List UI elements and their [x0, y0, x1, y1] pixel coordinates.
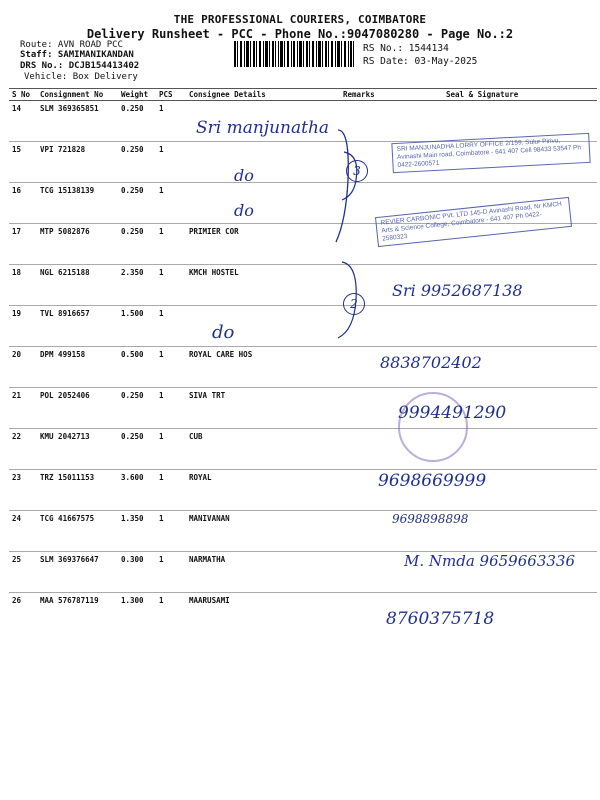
remarks-cell	[340, 388, 396, 429]
handwritten-phone-2: 8838702402	[380, 353, 482, 372]
pcs-cell: 1	[156, 306, 186, 347]
staff-label: Staff: SAMIMANIKANDAN	[20, 50, 134, 60]
consignment-cell: NGL 6215188	[37, 265, 118, 306]
handwritten-ditto-1: do	[234, 166, 254, 185]
seal-cell	[396, 306, 597, 347]
pcs-cell: 1	[156, 347, 186, 388]
handwritten-phone-4: 9698669999	[378, 471, 487, 491]
sno-cell: 25	[9, 552, 37, 593]
weight-cell: 0.250	[118, 101, 156, 142]
consignee-cell	[186, 142, 340, 183]
col-seal: Seal & Signature	[396, 89, 597, 101]
consignment-cell: TRZ 15011153	[37, 470, 118, 511]
consignee-cell	[186, 306, 340, 347]
weight-cell: 2.350	[118, 265, 156, 306]
pcs-cell: 1	[156, 552, 186, 593]
consignment-cell: SLM 369365851	[37, 101, 118, 142]
weight-cell: 0.250	[118, 388, 156, 429]
pcs-cell: 1	[156, 511, 186, 552]
circle-two: 2	[343, 293, 365, 315]
pcs-cell: 1	[156, 265, 186, 306]
consignment-cell: SLM 369376647	[37, 552, 118, 593]
rs-number: RS No.: 1544134	[363, 43, 449, 54]
sno-cell: 18	[9, 265, 37, 306]
col-weight: Weight	[118, 89, 156, 101]
table-row	[9, 347, 597, 388]
handwritten-phone-6: M. Nmda 9659663336	[404, 552, 575, 570]
consignment-cell: TCG 41667575	[37, 511, 118, 552]
sno-cell: 24	[9, 511, 37, 552]
consignee-cell: NARMATHA	[186, 552, 340, 593]
remarks-cell	[340, 511, 396, 552]
consignment-cell: KMU 2042713	[37, 429, 118, 470]
consignee-cell: CUB	[186, 429, 340, 470]
weight-cell: 0.250	[118, 183, 156, 224]
col-pcs: PCS	[156, 89, 186, 101]
remarks-cell	[340, 552, 396, 593]
handwritten-phone-5: 9698898898	[392, 512, 469, 526]
sno-cell: 15	[9, 142, 37, 183]
barcode-icon	[234, 41, 354, 67]
pcs-cell: 1	[156, 101, 186, 142]
handwritten-sri-manjunatha: Sri manjunatha	[196, 118, 330, 138]
weight-cell: 3.600	[118, 470, 156, 511]
weight-cell: 1.300	[121, 596, 144, 605]
handwritten-ditto-2: do	[234, 201, 254, 220]
handwritten-phone-7: 8760375718	[386, 609, 495, 629]
drs-label: DRS No.: DCJB154413402	[20, 61, 140, 71]
pcs-cell: 1	[156, 429, 186, 470]
table-row	[9, 470, 597, 511]
weight-cell: 0.250	[118, 224, 156, 265]
sno-cell: 17	[9, 224, 37, 265]
sno-cell: 26	[12, 596, 22, 605]
route-label: Route: AVN ROAD PCC	[20, 40, 123, 50]
vehicle-label: Vehicle: Box Delivery	[24, 72, 138, 82]
consignee-cell: ROYAL	[186, 470, 340, 511]
consignment-cell: VPI 721828	[37, 142, 118, 183]
weight-cell: 1.350	[118, 511, 156, 552]
weight-cell: 0.250	[118, 142, 156, 183]
stamp-carbonic: REVIER CARBONIC PVt. LTD 145-D Avinashi Road, Nr KMCH Arts & Science College, Coimbatore - 641 407 Ph 0422-2580323	[375, 197, 572, 247]
sno-cell: 14	[9, 101, 37, 142]
consignee-cell: PRIMIER COR	[186, 224, 340, 265]
consignee-cell	[186, 183, 340, 224]
col-consignment: Consignment No	[37, 89, 118, 101]
weight-cell: 1.500	[118, 306, 156, 347]
sno-cell: 21	[9, 388, 37, 429]
runsheet-subtitle: Delivery Runsheet - PCC - Phone No.:9047080280 - Page No.:2	[86, 27, 514, 41]
rs-date: RS Date: 03-May-2025	[363, 56, 478, 67]
table-row	[9, 593, 597, 634]
pcs-cell: 1	[156, 183, 186, 224]
consignment-cell: MAA 576787119	[40, 596, 99, 605]
pcs-cell: 1	[159, 596, 164, 605]
sno-cell: 16	[9, 183, 37, 224]
circle-three: 3	[346, 160, 368, 182]
col-sno: S No	[9, 89, 37, 101]
col-consignee: Consignee Details	[186, 89, 340, 101]
table-row	[9, 429, 597, 470]
rs-info	[363, 42, 477, 68]
sno-cell: 22	[9, 429, 37, 470]
pcs-cell: 1	[156, 142, 186, 183]
handwritten-phone-1: Sri 9952687138	[392, 281, 523, 300]
weight-cell: 0.500	[118, 347, 156, 388]
consignee-cell: KMCH HOSTEL	[186, 265, 340, 306]
consignee-cell: MAARUSAMI	[189, 596, 230, 605]
table-header-row	[9, 89, 597, 101]
weight-cell: 0.300	[118, 552, 156, 593]
remarks-cell	[340, 429, 396, 470]
sno-cell: 19	[9, 306, 37, 347]
stamp-manjunadha: SRI MANJUNADHA LORRY OFFICE 2/159, Sulur Pirivu, Avinashi Main road, Coimbatore - 641 407 Cell 98433 53547 Ph 0422-2600571	[391, 133, 590, 173]
table-row	[9, 388, 597, 429]
pcs-cell: 1	[156, 224, 186, 265]
handwritten-ditto-3: do	[212, 322, 235, 343]
col-remarks: Remarks	[340, 89, 396, 101]
consignee-cell: SIVA TRT	[186, 388, 340, 429]
handwritten-phone-3: 9994491290	[398, 403, 507, 423]
consignment-cell: MTP 5082876	[37, 224, 118, 265]
consignee-cell: ROYAL CARE HOS	[186, 347, 340, 388]
table-row	[9, 306, 597, 347]
consignment-cell: DPM 499158	[37, 347, 118, 388]
company-title: THE PROFESSIONAL COURIERS, COIMBATORE	[173, 13, 427, 26]
pcs-cell: 1	[156, 388, 186, 429]
weight-cell: 0.250	[118, 429, 156, 470]
pcs-cell: 1	[156, 470, 186, 511]
consignment-cell: TVL 8916657	[37, 306, 118, 347]
consignment-cell: POL 2052406	[37, 388, 118, 429]
consignment-cell: TCG 15138139	[37, 183, 118, 224]
sno-cell: 23	[9, 470, 37, 511]
sno-cell: 20	[9, 347, 37, 388]
consignee-cell: MANIVANAN	[186, 511, 340, 552]
table-row	[9, 511, 597, 552]
